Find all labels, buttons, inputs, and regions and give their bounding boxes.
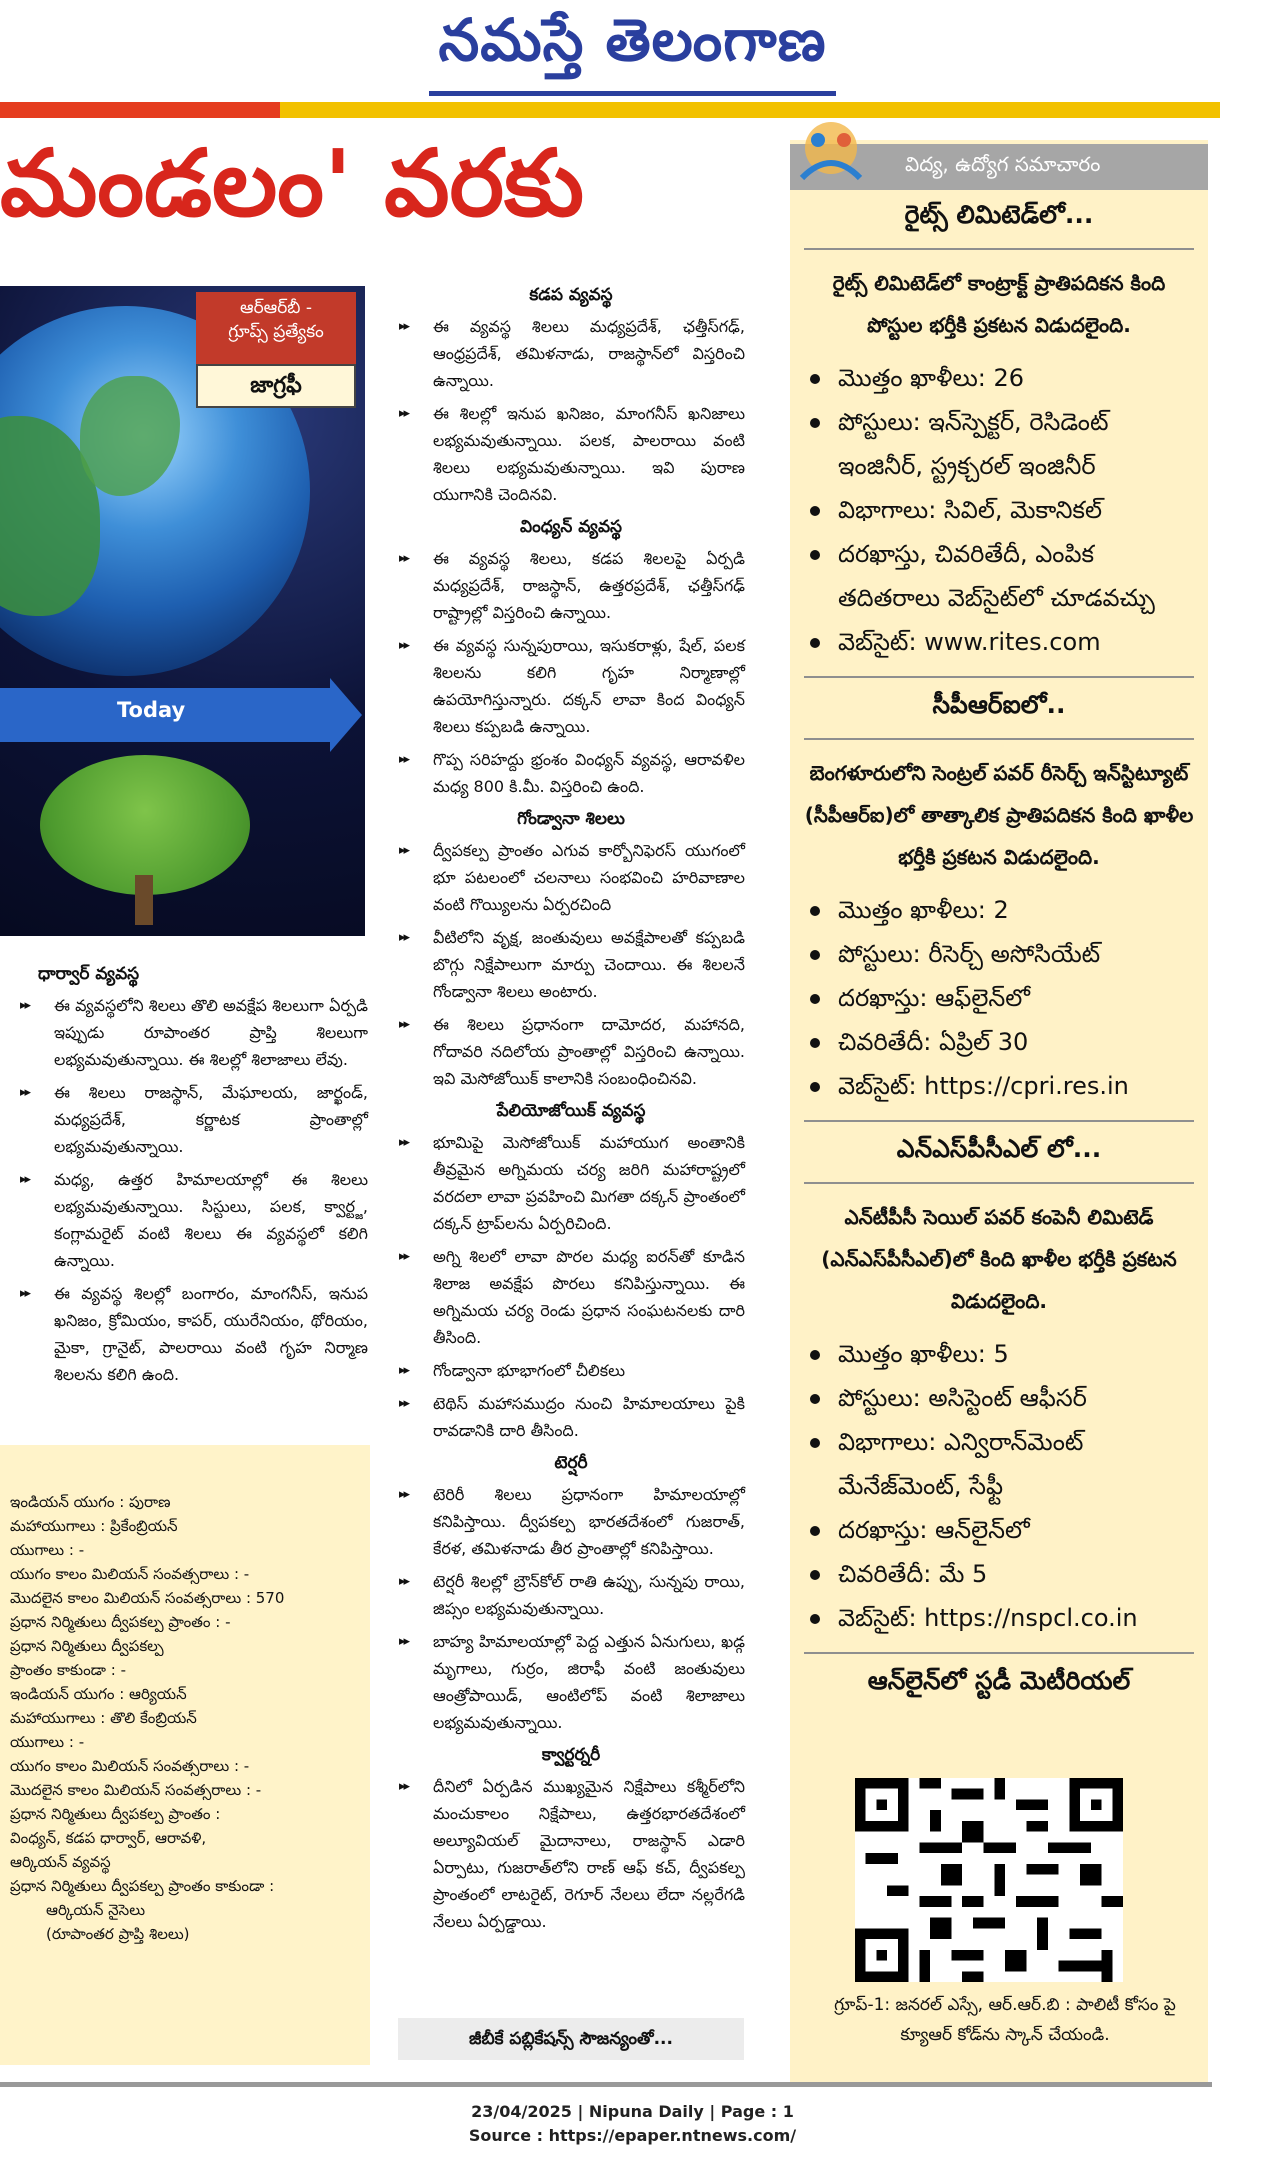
- bullet-item: ▸▸ ఈ వ్యవస్థ శిలలు మధ్యప్రదేశ్, ఛత్తీస్‌గఢ్, ఆంధ్రప్రదేశ్, తమిళనాడు, రాజస్థాన్‌లో విస్తరించి ఉన్నాయి.: [397, 313, 745, 394]
- list-item: పోస్టులు: రీసెర్చ్ అసోసియేట్: [804, 932, 1194, 976]
- footer-date-line: 23/04/2025 | Nipuna Daily | Page : 1: [471, 2102, 794, 2121]
- newspaper-title: నమస్తే తెలంగాణ: [429, 6, 837, 96]
- table-row: మొదలైన కాలం మిలియన్ సంవత్సరాలు : -: [10, 1781, 262, 1799]
- tree-icon: [40, 755, 250, 895]
- divider: [804, 1120, 1194, 1122]
- bullet-item: ▸▸ బాహ్య హిమాలయాల్లో పెద్ద ఎత్తున ఏనుగులు, ఖడ్గ మృగాలు, గుర్రం, జిరాఫీ వంటి జంతువులు ఆంత్రోపాయిడ్, ఆంటిలోప్ వంటి శిలాజాలు లభ్యమవుతున్నాయి.: [397, 1628, 745, 1736]
- table-row: యుగాలు : -: [10, 1541, 85, 1559]
- footer-divider: [0, 2082, 1212, 2087]
- divider: [804, 248, 1194, 250]
- table-row: ఇండియన్ యుగం : పురాణ: [10, 1493, 171, 1511]
- list-item: చివరితేదీ: ఏప్రిల్ 30: [804, 1020, 1194, 1064]
- list-item: మొత్తం ఖాళీలు: 2: [804, 888, 1194, 932]
- job-listing-rites: [804, 200, 1194, 664]
- section-heading: గోండ్వానా శిలలు: [517, 809, 625, 829]
- table-row: ప్రధాన నిర్మితులు ద్వీపకల్ప ప్రాంతం కాకుండా :: [10, 1877, 275, 1895]
- bullet-item: ▸▸ అగ్ని శిలలో లావా పొరల మధ్య ఐరన్‌తో కూడిన శిలాజ అవక్షేప పొరలు కనిపిస్తున్నాయి. ఈ అగ్నిమయ చర్య రెండు ప్రధాన సంఘటనలకు దారి తీసింది.: [397, 1243, 745, 1351]
- bullet-item: ▸▸ దీనిలో ఏర్పడిన ముఖ్యమైన నిక్షేపాలు కశ్మీర్‌లోని మంచుకాలం నిక్షేపాలు, ఉత్తరభారతదేశంలో అల్యూవియల్ మైదానాలు, రాజస్థాన్ ఎడారి ఏర్పాటు, గుజరాత్‌లోని రాణ్ ఆఫ్ కచ్, ద్వీపకల్ప ప్రాంతంలో లాటరైట్, రెగూర్ నేలలు లేదా నల్లరేగడి నేలలు ఏర్పడ్డాయి.: [397, 1773, 745, 1935]
- job-listing-nspcl: [804, 1134, 1194, 1640]
- list-item: మొత్తం ఖాళీలు: 26: [804, 356, 1194, 400]
- bullet-item: ▸▸ ఈ వ్యవస్థ సున్నపురాయి, ఇసుకరాళ్లు, షేల్, పలక శిలలను కలిగి గృహ నిర్మాణాల్లో ఉపయోగిస్తున్నారు. దక్కన్ లావా కింద వింధ్యన్ శిలలు కప్పబడి ఉన్నాయి.: [397, 632, 745, 740]
- bullet-item: ▸▸ మధ్య, ఉత్తర హిమాలయాల్లో ఈ శిలలు లభ్యమవుతున్నాయి. సిస్టులు, పలక, క్వార్ట్జ, కంగ్లామరైట్ వంటి శిలలు ఈ వ్యవస్థలో కలిగి ఉన్నాయి.: [18, 1166, 368, 1274]
- table-row: వింధ్యన్, కడప ధార్వార్, ఆరావళి,: [10, 1829, 207, 1847]
- section-heading: క్వార్టర్నరీ: [541, 1745, 601, 1765]
- section-heading: టెర్షరీ: [554, 1453, 588, 1473]
- list-item: వెబ్‌సైట్: https://cpri.res.in: [804, 1064, 1194, 1108]
- list-item: విభాగాలు: ఎన్విరాన్‌మెంట్ మేనేజ్‌మెంట్, సేఫ్టీ: [804, 1420, 1194, 1508]
- table-row: ప్రధాన నిర్మితులు ద్వీపకల్ప ప్రాంతం : -: [10, 1613, 231, 1631]
- table-row: ఇండియన్ యుగం : ఆర్యియన్: [10, 1685, 187, 1703]
- table-row: యుగం కాలం మిలియన్ సంవత్సరాలు : -: [10, 1565, 250, 1583]
- list-item: విభాగాలు: సివిల్, మెకానికల్: [804, 488, 1194, 532]
- series-tag-line1: ఆర్ఆర్‌బీ -: [240, 298, 312, 318]
- bullet-item: ▸▸ టెథిస్ మహాసముద్రం నుంచి హిమాలయాలు పైకి రావడానికి దారి తీసింది.: [397, 1390, 745, 1444]
- table-row: యుగం కాలం మిలియన్ సంవత్సరాలు : -: [10, 1757, 250, 1775]
- job-intro: బెంగళూరులోని సెంట్రల్ పవర్ రీసెర్చ్ ఇన్‌స్టిట్యూట్ (సీపీఆర్ఐ)లో తాత్కాలిక ప్రాతిపదికన కింది ఖాళీల భర్తీకి ప్రకటన విడుదలైంది.: [804, 761, 1194, 869]
- bullet-item: ▸▸ ఈ శిలలు ప్రధానంగా దామోదర, మహానది, గోదావరి నదిలోయ ప్రాంతాల్లో విస్తరించి ఉన్నాయి. ఇవి మెసోజోయిక్ కాలానికి సంబంధించినవి.: [397, 1011, 745, 1092]
- job-title: రైట్స్ లిమిటెడ్‌లో...: [904, 200, 1094, 229]
- jobs-listings: [790, 200, 1208, 1702]
- study-material-title: ఆన్‌లైన్‌లో స్టడీ మెటీరియల్: [867, 1666, 1131, 1695]
- bullet-item: ▸▸ ఈ శిలలు రాజస్థాన్, మేఘాలయ, జార్ఖండ్, మధ్యప్రదేశ్, కర్ణాటక ప్రాంతాల్లో లభ్యమవుతున్నాయి.: [18, 1079, 368, 1160]
- job-details: [804, 888, 1194, 1108]
- list-item: దరఖాస్తు, చివరితేదీ, ఎంపిక తదితరాలు వెబ్‌సైట్‌లో చూడవచ్చు: [804, 532, 1194, 620]
- jobs-header-title: విద్య, ఉద్యోగ సమాచారం: [905, 152, 1101, 176]
- job-details: [804, 356, 1194, 664]
- list-item: వెబ్‌సైట్: www.rites.com: [804, 620, 1194, 664]
- section-heading: ధార్వార్ వ్యవస్థ: [38, 964, 140, 984]
- divider: [804, 1182, 1194, 1184]
- table-row: ప్రాంతం కాకుండా : -: [10, 1661, 126, 1679]
- education-logo-icon: [792, 118, 870, 190]
- color-bar-yellow: [280, 102, 1220, 118]
- table-row: యుగాలు : -: [10, 1733, 85, 1751]
- list-item: పోస్టులు: అసిస్టెంట్ ఆఫీసర్: [804, 1376, 1194, 1420]
- table-row: మహాయుగాలు : తొలి కేంబ్రియన్: [10, 1709, 197, 1727]
- continent-shape: [80, 376, 180, 496]
- bullet-item: ▸▸ ఈ వ్యవస్థ శిలలు, కడప శిలలపై ఏర్పడి మధ్యప్రదేశ్, రాజస్థాన్, ఉత్తరప్రదేశ్, ఛత్తీస్‌గఢ్ రాష్ట్రాల్లో విస్తరించి ఉన్నాయి.: [397, 545, 745, 626]
- divider: [804, 676, 1194, 678]
- table-row: ఆర్కియన్ నైసెలు: [46, 1901, 146, 1919]
- table-row: మహాయుగాలు : ప్రికేంబ్రియన్: [10, 1517, 178, 1535]
- series-tag-line2: గ్రూప్స్ ప్రత్యేకం: [228, 322, 324, 342]
- bullet-item: ▸▸ భూమిపై మెసోజోయిక్ మహాయుగ అంతానికి తీవ్రమైన అగ్నిమయ చర్య జరిగి మహారాష్ట్రలో వరదలా లావా ప్రవహించి మిగతా దక్కన్ ప్రాంతంలో దక్కన్ ట్రాప్‌లను ఏర్పరిచింది.: [397, 1129, 745, 1237]
- geologic-table: [10, 1490, 360, 1946]
- bullet-item: ▸▸ ఈ శిలల్లో ఇనుప ఖనిజం, మాంగనీస్ ఖనిజాలు లభ్యమవుతున్నాయి. పలక, పాలరాయి వంటి శిలలు లభ్యమవుతున్నాయి. ఇవి పురాణ యుగానికి చెందినవి.: [397, 400, 745, 508]
- bullet-item: ▸▸ గొప్ప సరిహద్దు భ్రంశం వింధ్యన్ వ్యవస్థ, ఆరావళిల మధ్య 800 కి.మీ. విస్తరించి ఉంది.: [397, 746, 745, 800]
- table-row: ఆర్కియన్ వ్యవస్థ: [10, 1853, 111, 1871]
- job-intro: రైట్స్ లిమిటెడ్‌లో కాంట్రాక్ట్ ప్రాతిపదికన కింది పోస్టుల భర్తీకి ప్రకటన విడుదలైంది.: [832, 271, 1166, 337]
- qr-instruction: గ్రూప్-1: జనరల్ ఎస్సే, ఆర్.ఆర్.బి : పాలిటీ కోసం పై క్యూఆర్ కోడ్‌ను స్కాన్ చేయండి.: [834, 1995, 1176, 2045]
- bullet-item: ▸▸ ఈ వ్యవస్థలోని శిలలు తొలి అవక్షేప శిలలుగా ఏర్పడి ఇప్పుడు రూపాంతర ప్రాప్తి శిలలుగా లభ్యమవుతున్నాయి. ఈ శిలల్లో శిలాజాలు లేవు.: [18, 992, 368, 1073]
- subject-tag: జాగ్రఫీ: [196, 364, 356, 408]
- timeline-label: Today: [117, 698, 186, 722]
- bullet-item: ▸▸ వీటిలోని వృక్ష, జంతువులు అవక్షేపాలతో కప్పబడి బొగ్గు నిక్షేపాలుగా మార్పు చెందాయి. ఈ శిలలనే గోండ్వానా శిలలు అంటారు.: [397, 924, 745, 1005]
- list-item: పోస్టులు: ఇన్‌స్పెక్టర్, రెసిడెంట్ ఇంజినీర్, స్ట్రక్చరల్ ఇంజినీర్: [804, 400, 1194, 488]
- table-row: మొదలైన కాలం మిలియన్ సంవత్సరాలు : 570: [10, 1589, 285, 1607]
- bullet-item: ▸▸ టెర్షరీ శిలల్లో బ్రౌన్‌కోల్ రాతి ఉప్పు, సున్నపు రాయి, జిప్సం లభ్యమవుతున్నాయి.: [397, 1568, 745, 1622]
- bullet-item: ▸▸ గోండ్వానా భూభాగంలో చీలికలు: [397, 1357, 745, 1384]
- divider: [804, 738, 1194, 740]
- series-tag: [196, 292, 356, 364]
- middle-column: [397, 276, 745, 1941]
- bullet-item: ▸▸ టెరిరీ శిలలు ప్రధానంగా హిమాలయాల్లో కనిపిస్తాయి. ద్వీపకల్ప భారతదేశంలో గుజరాత్, కేరళ, తమిళనాడు తీర ప్రాంతాల్లో కనిపిస్తాయి.: [397, 1481, 745, 1562]
- bullet-item: ▸▸ ఈ వ్యవస్థ శిలల్లో బంగారం, మాంగనీస్, ఇనుప ఖనిజం, క్రోమియం, కాపర్, యురేనియం, థోరియం, మైకా, గ్రానైట్, పాలరాయి వంటి గృహ నిర్మాణ శిలలను కలిగి ఉంది.: [18, 1280, 368, 1388]
- divider: [804, 1652, 1194, 1654]
- job-details: [804, 1332, 1194, 1640]
- job-title: సీపీఆర్ఐలో..: [932, 690, 1066, 719]
- color-bar-red: [0, 102, 280, 118]
- job-listing-cpri: [804, 690, 1194, 1108]
- table-row: (రూపాంతర ప్రాప్తి శిలలు): [46, 1925, 190, 1943]
- section-heading: పేలియోజోయిక్ వ్యవస్థ: [496, 1101, 646, 1121]
- list-item: వెబ్‌సైట్: https://nspcl.co.in: [804, 1596, 1194, 1640]
- list-item: చివరితేదీ: మే 5: [804, 1552, 1194, 1596]
- list-item: మొత్తం ఖాళీలు: 5: [804, 1332, 1194, 1376]
- table-row: ప్రధాన నిర్మితులు ద్వీపకల్ప: [10, 1637, 164, 1655]
- tree-trunk: [135, 875, 153, 925]
- section-heading: వింధ్యన్ వ్యవస్థ: [520, 517, 622, 537]
- list-item: దరఖాస్తు: ఆన్‌లైన్‌లో: [804, 1508, 1194, 1552]
- bullet-item: ▸▸ ద్వీపకల్ప ప్రాంతం ఎగువ కార్బోనిఫెరస్ యుగంలో భూ పటలంలో చలనాలు సంభవించి హరివాణాల వంటి గొయ్యిలను ఏర్పరచింది: [397, 837, 745, 918]
- page-footer: [0, 2100, 1265, 2148]
- dharwar-section: [18, 955, 368, 1394]
- section-heading: కడప వ్యవస్థ: [529, 285, 613, 305]
- courtesy-note: జీబీకే పబ్లికేషన్స్ సౌజన్యంతో...: [398, 2018, 744, 2060]
- footer-source-link[interactable]: Source : https://epaper.ntnews.com/: [468, 2126, 797, 2145]
- qr-code-icon[interactable]: [855, 1778, 1123, 1982]
- masthead: [0, 0, 1265, 96]
- job-intro: ఎన్‌టీపీసీ సెయిల్ పవర్ కంపెనీ లిమిటెడ్ (ఎన్ఎస్‌పీసీఎల్)లో కింది ఖాళీల భర్తీకి ప్రకటన విడుదలైంది.: [821, 1205, 1177, 1313]
- table-row: ప్రధాన నిర్మితులు ద్వీపకల్ప ప్రాంతం :: [10, 1805, 221, 1823]
- headline: మండలం' వరకు: [0, 130, 584, 237]
- list-item: దరఖాస్తు: ఆఫ్‌లైన్‌లో: [804, 976, 1194, 1020]
- job-title: ఎన్ఎస్‌పీసీఎల్ లో...: [896, 1134, 1102, 1163]
